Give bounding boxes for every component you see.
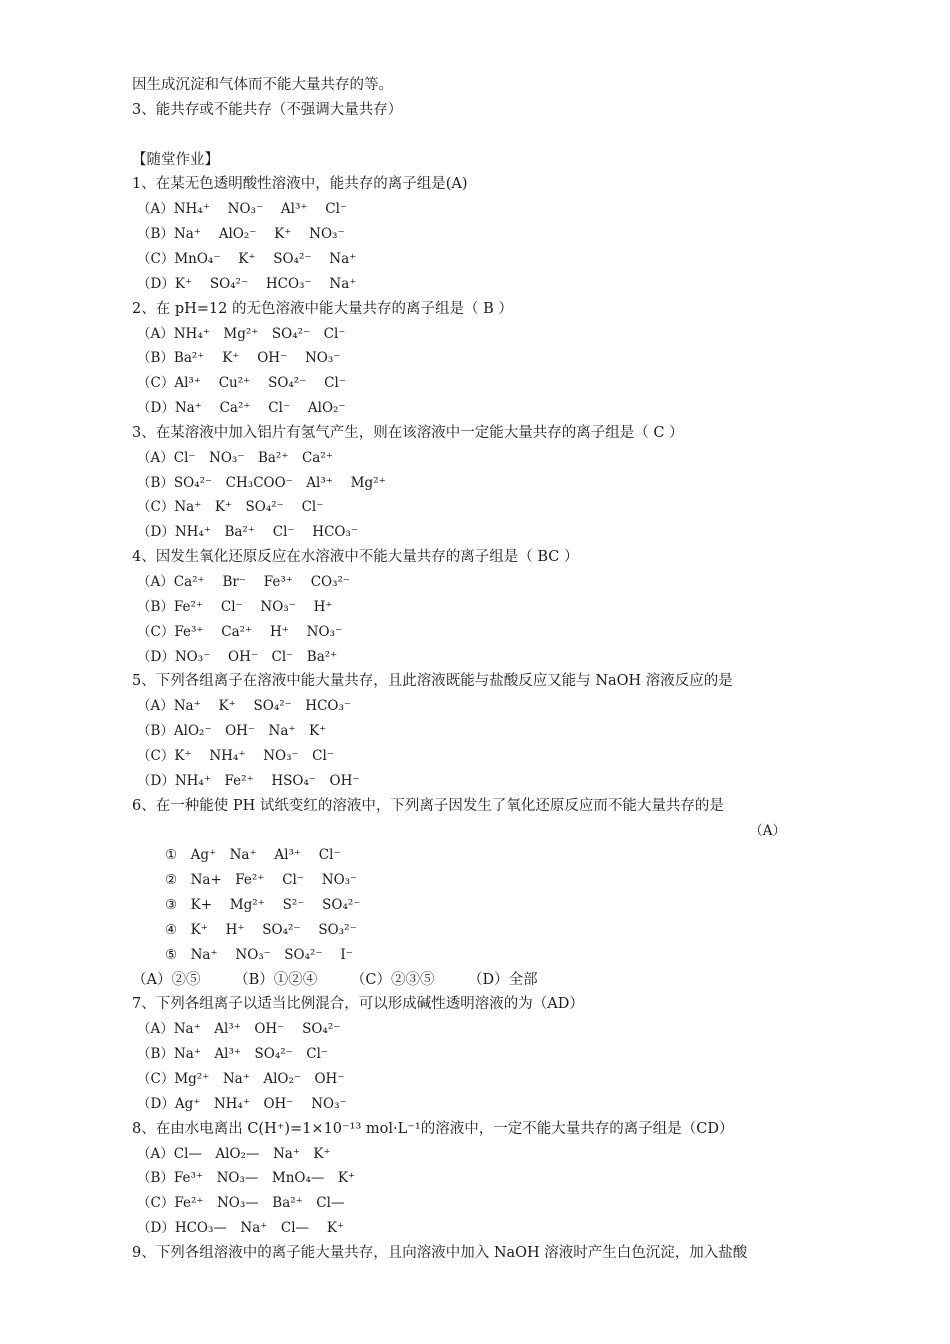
option-line: （D）K⁺ SO₄²⁻ HCO₃⁻ Na⁺ [137, 276, 357, 292]
option-line: （C）Mg²⁺ Na⁺ AlO₂⁻ OH⁻ [137, 1071, 345, 1087]
option-line: （C）Fe³⁺ Ca²⁺ H⁺ NO₃⁻ [137, 624, 343, 640]
option-line: （C）K⁺ NH₄⁺ NO₃⁻ Cl⁻ [137, 748, 334, 764]
option-line: （D）NO₃⁻ OH⁻ Cl⁻ Ba²⁺ [137, 649, 338, 665]
sub-option-line: ① Ag⁺ Na⁺ Al³⁺ Cl⁻ [165, 847, 341, 863]
option-line: （A）Na⁺ K⁺ SO₄²⁻ HCO₃⁻ [137, 698, 352, 714]
text-line: 【随堂作业】 [132, 152, 219, 168]
sub-option-line: ④ K⁺ H⁺ SO₄²⁻ SO₃²⁻ [165, 922, 357, 938]
text-line: 4、因发生氧化还原反应在水溶液中不能大量共存的离子组是（ BC ） [132, 549, 579, 565]
text-line: （A）②⑤ （B）①②④ （C）②③⑤ （D）全部 [132, 972, 538, 988]
option-line: （C）Al³⁺ Cu²⁺ SO₄²⁻ Cl⁻ [137, 375, 346, 391]
option-line: （B）Na⁺ AlO₂⁻ K⁺ NO₃⁻ [137, 226, 345, 242]
option-line: （A）Cl⁻ NO₃⁻ Ba²⁺ Ca²⁺ [137, 450, 333, 466]
option-line: （A）Na⁺ Al³⁺ OH⁻ SO₄²⁻ [137, 1021, 341, 1037]
option-line: （D）NH₄⁺ Ba²⁺ Cl⁻ HCO₃⁻ [137, 524, 359, 540]
option-line: （D）HCO₃— Na⁺ Cl— K⁺ [137, 1220, 345, 1236]
sub-option-line: ⑤ Na⁺ NO₃⁻ SO₄²⁻ I⁻ [165, 947, 353, 963]
option-line: （D）NH₄⁺ Fe²⁺ HSO₄⁻ OH⁻ [137, 773, 360, 789]
text-line: 1、在某无色透明酸性溶液中，能共存的离子组是(A) [132, 176, 468, 192]
text-line: 3、能共存或不能共存（不强调大量共存） [132, 102, 403, 118]
option-line: （D）Na⁺ Ca²⁺ Cl⁻ AlO₂⁻ [137, 400, 346, 416]
text-line: 2、在 pH=12 的无色溶液中能大量共存的离子组是（ B ） [132, 301, 513, 317]
text-line: 7、下列各组离子以适当比例混合，可以形成碱性透明溶液的为（AD） [132, 996, 584, 1012]
text-line: 3、在某溶液中加入铝片有氢气产生，则在该溶液中一定能大量共存的离子组是（ C ） [132, 425, 684, 441]
option-line: （A）Ca²⁺ Br⁻ Fe³⁺ CO₃²⁻ [137, 574, 351, 590]
text-line: 6、在一种能使 PH 试纸变红的溶液中，下列离子因发生了氧化还原反应而不能大量共存的是 [132, 798, 724, 814]
option-line: （C）Fe²⁺ NO₃— Ba²⁺ Cl— [137, 1195, 345, 1211]
text-line: 8、在由水电离出 C(H⁺)=1×10⁻¹³ mol·L⁻¹的溶液中，一定不能大量共存的离子组是（CD） [132, 1121, 734, 1137]
option-line: （A）NH₄⁺ NO₃⁻ Al³⁺ Cl⁻ [137, 201, 348, 217]
option-line: （C）MnO₄⁻ K⁺ SO₄²⁻ Na⁺ [137, 251, 357, 267]
text-line: 因生成沉淀和气体而不能大量共存的等。 [132, 77, 393, 93]
option-line: （B）Fe³⁺ NO₃— MnO₄— K⁺ [137, 1170, 356, 1186]
answer-label: （A） [749, 823, 786, 839]
text-line: 9、下列各组溶液中的离子能大量共存，且向溶液中加入 NaOH 溶液时产生白色沉淀，加入盐酸 [132, 1245, 748, 1261]
option-line: （B）Na⁺ Al³⁺ SO₄²⁻ Cl⁻ [137, 1046, 329, 1062]
option-line: （B）Fe²⁺ Cl⁻ NO₃⁻ H⁺ [137, 599, 333, 615]
text-line: 5、下列各组离子在溶液中能大量共存，且此溶液既能与盐酸反应又能与 NaOH 溶液反应的是 [132, 673, 733, 689]
option-line: （D）Ag⁺ NH₄⁺ OH⁻ NO₃⁻ [137, 1096, 347, 1112]
option-line: （A）Cl— AlO₂— Na⁺ K⁺ [137, 1146, 331, 1162]
option-line: （B）Ba²⁺ K⁺ OH⁻ NO₃⁻ [137, 350, 341, 366]
option-line: （C）Na⁺ K⁺ SO₄²⁻ Cl⁻ [137, 499, 324, 515]
sub-option-line: ② Na+ Fe²⁺ Cl⁻ NO₃⁻ [165, 872, 358, 888]
option-line: （B）SO₄²⁻ CH₃COO⁻ Al³⁺ Mg²⁺ [137, 475, 386, 491]
option-line: （B）AlO₂⁻ OH⁻ Na⁺ K⁺ [137, 723, 327, 739]
sub-option-line: ③ K+ Mg²⁺ S²⁻ SO₄²⁻ [165, 897, 361, 913]
option-line: （A）NH₄⁺ Mg²⁺ SO₄²⁻ Cl⁻ [137, 326, 346, 342]
